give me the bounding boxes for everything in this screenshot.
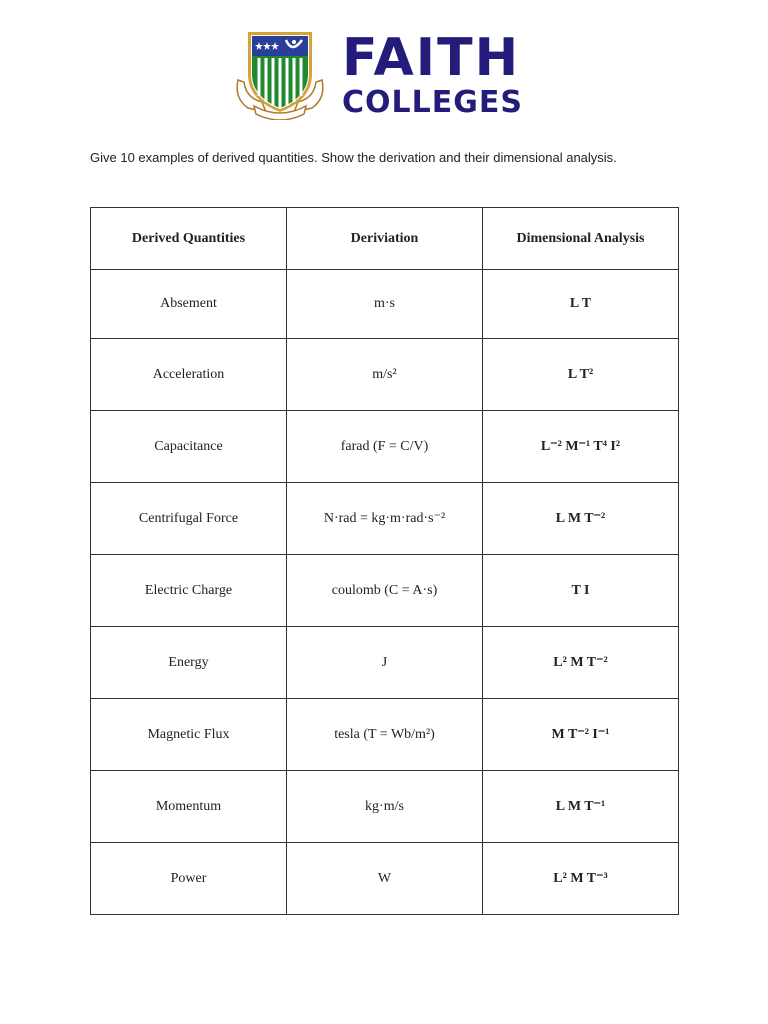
table-row <box>91 699 679 771</box>
derivation-cell: m/s² <box>287 339 483 411</box>
table-row <box>91 339 679 411</box>
college-crest-icon <box>232 28 328 120</box>
table-row <box>91 483 679 555</box>
derivation-cell: farad (F = C/V) <box>287 411 483 483</box>
dimension-cell: L M T⁻² <box>483 483 679 555</box>
brand-line-2: COLLEGES <box>342 85 523 120</box>
quantity-cell: Momentum <box>91 771 287 843</box>
header-derivation: Deriviation <box>287 208 483 270</box>
derivation-cell: W <box>287 843 483 915</box>
derivation-cell: m·s <box>287 270 483 339</box>
header-dimensional-analysis: Dimensional Analysis <box>483 208 679 270</box>
dimension-cell: M T⁻² I⁻¹ <box>483 699 679 771</box>
dimension-cell: L T² <box>483 339 679 411</box>
derivation-cell: N·rad = kg·m·rad·s⁻² <box>287 483 483 555</box>
table-header-row <box>91 208 679 270</box>
dimension-cell: L T <box>483 270 679 339</box>
quantity-cell: Power <box>91 843 287 915</box>
header <box>232 28 542 120</box>
quantity-cell: Energy <box>91 627 287 699</box>
derivation-cell: J <box>287 627 483 699</box>
quantity-cell: Absement <box>91 270 287 339</box>
dimension-cell: L M T⁻¹ <box>483 771 679 843</box>
quantity-cell: Acceleration <box>91 339 287 411</box>
assignment-prompt: Give 10 examples of derived quantities. Show the derivation and their dimensional analysis. <box>90 150 617 165</box>
brand-wordmark <box>342 28 523 120</box>
derivation-cell: tesla (T = Wb/m²) <box>287 699 483 771</box>
quantity-cell: Magnetic Flux <box>91 699 287 771</box>
header-derived-quantities: Derived Quantities <box>91 208 287 270</box>
dimension-cell: L² M T⁻² <box>483 627 679 699</box>
derivation-cell: coulomb (C = A·s) <box>287 555 483 627</box>
quantity-cell: Capacitance <box>91 411 287 483</box>
dimension-cell: T I <box>483 555 679 627</box>
dimension-cell: L⁻² M⁻¹ T⁴ I² <box>483 411 679 483</box>
table-row <box>91 627 679 699</box>
derived-quantities-table <box>90 207 679 915</box>
brand-line-1: FAITH <box>342 28 521 88</box>
quantity-cell: Electric Charge <box>91 555 287 627</box>
table-row <box>91 270 679 339</box>
quantity-cell: Centrifugal Force <box>91 483 287 555</box>
table-row <box>91 411 679 483</box>
dimension-cell: L² M T⁻³ <box>483 843 679 915</box>
table-row <box>91 843 679 915</box>
table-row <box>91 771 679 843</box>
derivation-cell: kg·m/s <box>287 771 483 843</box>
table-row <box>91 555 679 627</box>
